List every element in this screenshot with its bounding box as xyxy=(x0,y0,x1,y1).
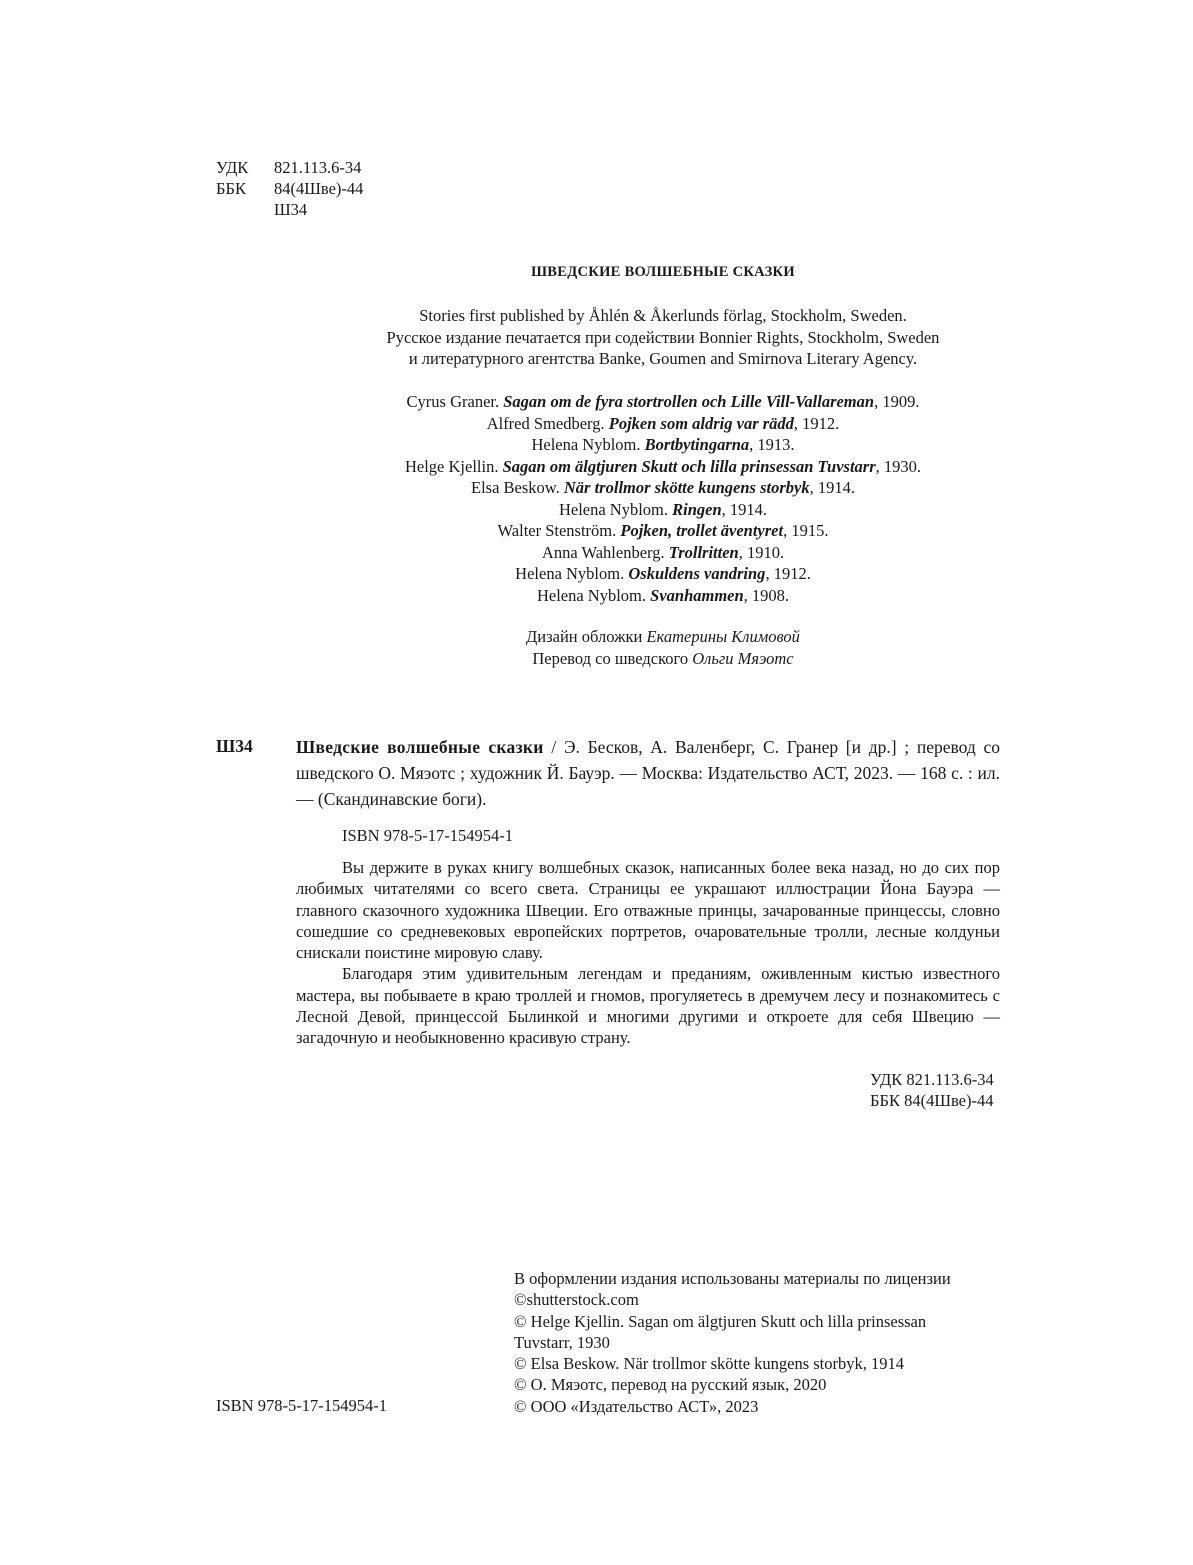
license-line: © Helge Kjellin. Sagan om älgtjuren Skutt och lilla prinsessan xyxy=(514,1311,927,1331)
license-line: © О. Мяэотс, перевод на русский язык, 2020 xyxy=(514,1375,827,1395)
isbn-top: ISBN 978-5-17-154954-1 xyxy=(342,826,513,845)
story-line: Cyrus Graner. Sagan om de fyra stortrollen och Lille Vill-Vallareman, 1909. xyxy=(406,392,920,411)
credit-line: и литературного агентства Banke, Goumen and Smirnova Literary Agency. xyxy=(408,349,918,368)
license-line: © ООО «Издательство АСТ», 2023 xyxy=(514,1396,759,1416)
story-line: Elsa Beskow. När trollmor skötte kungens storbyk, 1914. xyxy=(471,478,855,497)
annotation xyxy=(296,857,1000,1049)
author-mark-row xyxy=(216,199,363,220)
udk-bottom: УДК 821.113.6-34 xyxy=(870,1070,994,1089)
bibliographic-record xyxy=(296,734,1000,812)
license-line: В оформлении издания использованы материалы по лицензии xyxy=(514,1269,951,1288)
license-notice xyxy=(514,1268,1034,1417)
license-line: Tuvstarr, 1930 xyxy=(514,1332,610,1352)
credit-line: Русское издание печатается при содействии Bonnier Rights, Stockholm, Sweden xyxy=(386,327,940,347)
bbk-label: ББК xyxy=(216,179,246,198)
udk-row xyxy=(216,157,363,178)
story-line: Helena Nyblom. Bortbytingarna, 1913. xyxy=(531,435,795,454)
bbk-value: 84(4Шве)-44 xyxy=(274,179,364,198)
udk-label: УДК xyxy=(216,158,249,177)
book-title: ШВЕДСКИЕ ВОЛШЕБНЫЕ СКАЗКИ xyxy=(531,264,795,280)
cover-design-line: Дизайн обложки Екатерины Климовой xyxy=(526,627,800,646)
credit-line: Stories first published by Åhlén & Åkerlunds förlag, Stockholm, Sweden. xyxy=(419,306,907,325)
story-line: Helena Nyblom. Oskuldens vandring, 1912. xyxy=(515,564,811,583)
story-line: Helge Kjellin. Sagan om älgtjuren Skutt och lilla prinsessan Tuvstarr, 1930. xyxy=(404,456,921,476)
catalog-details: / Э. Бесков, А. Валенберг, С. Гранер [и др.] ; перевод со шведского О. Мяэотс ; художник Й. Бауэр. — Москва: Издательство АСТ, 2023. — 168 с. : ил. — (Скандинавские боги). xyxy=(296,737,1000,809)
stories-list xyxy=(0,391,1193,606)
annotation-paragraph: Благодаря этим удивительным легендам и преданиям, оживленным кистью известного мастера, вы побываете в краю троллей и гномов, прогуляетесь в дремучем лесу и познакомитесь с Лесной Девой, принцессой Былинкой и многими другими и откроете для себя Швецию — загадочную и необыкновенно красивую страну. xyxy=(296,964,1000,1048)
story-line: Alfred Smedberg. Pojken som aldrig var rädd, 1912. xyxy=(486,413,840,433)
story-line: Walter Stenström. Pojken, trollet äventyret, 1915. xyxy=(497,521,829,540)
license-line: ©shutterstock.com xyxy=(514,1290,639,1310)
catalog-title: Шведские волшебные сказки xyxy=(296,737,544,757)
publication-credits xyxy=(0,305,1193,370)
annotation-paragraph: Вы держите в руках книгу волшебных сказок, написанных более века назад, но до сих пор любимых читателями со всего света. Страницы ее украшают иллюстрации Йона Бауэра — главного сказочного художника Швеции. Его отважные принцы, зачарованные принцессы, словно сошедшие со средневековых европейских портретов, очаровательные тролли, лесные колдуньи снискали поистине мировую славу. xyxy=(296,858,1000,963)
story-line: Anna Wahlenberg. Trollritten, 1910. xyxy=(541,542,785,562)
classification-codes xyxy=(216,157,363,220)
catalog-code: Ш34 xyxy=(216,736,253,756)
translation-line: Перевод со шведского Ольги Мяэотс xyxy=(532,648,794,668)
bbk-bottom: ББК 84(4Шве)-44 xyxy=(870,1091,994,1110)
license-line: © Elsa Beskow. När trollmor skötte kungens storbyk, 1914 xyxy=(514,1354,905,1374)
classification-codes-bottom xyxy=(870,1069,1030,1111)
design-credits xyxy=(0,626,1193,669)
story-line: Helena Nyblom. Svanhammen, 1908. xyxy=(536,585,790,605)
udk-value: 821.113.6-34 xyxy=(274,158,362,177)
story-line: Helena Nyblom. Ringen, 1914. xyxy=(558,499,768,519)
isbn-bottom: ISBN 978-5-17-154954-1 xyxy=(216,1396,387,1415)
bbk-row xyxy=(216,178,363,199)
author-mark: Ш34 xyxy=(274,200,308,219)
